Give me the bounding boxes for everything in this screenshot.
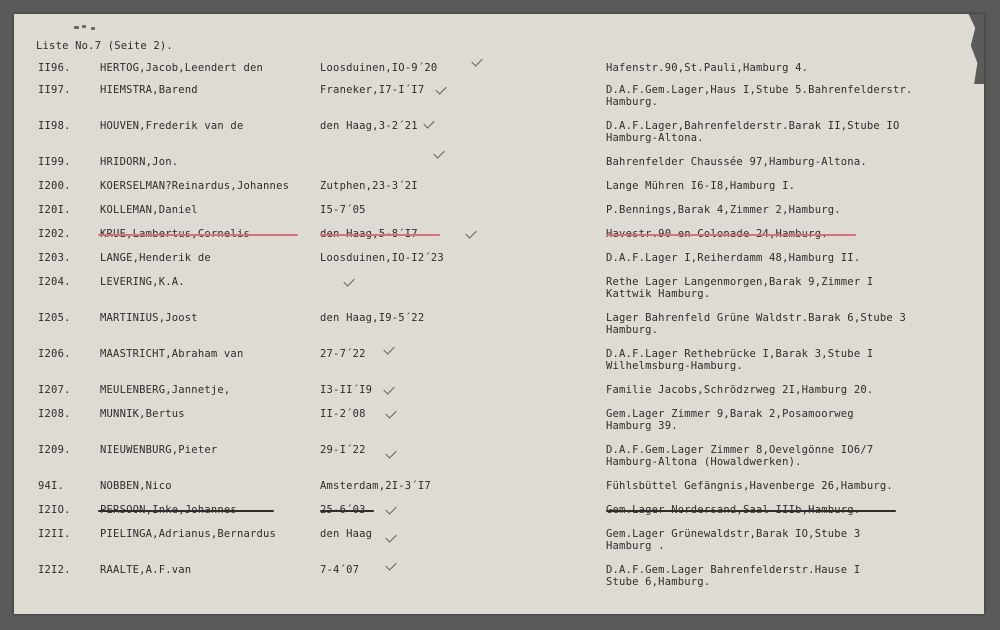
entry-number: I204. (38, 276, 71, 288)
entry-name: KOLLEMAN,Daniel (100, 204, 198, 216)
entry-name: MARTINIUS,Joost (100, 312, 198, 324)
check-mark (385, 531, 396, 542)
check-mark (471, 55, 482, 66)
entry-address: D.A.F.Lager Rethebrücke I,Barak 3,Stube I Wilhelmsburg-Hamburg. (606, 348, 874, 372)
entry-number: I203. (38, 252, 71, 264)
strikethrough-line (98, 234, 298, 236)
entry-name: LEVERING,K.A. (100, 276, 185, 288)
entry-address: Gem.Lager Zimmer 9,Barak 2,Posamoorweg Hamburg 39. (606, 408, 854, 432)
entry-name: NOBBEN,Nico (100, 480, 172, 492)
check-mark (435, 83, 446, 94)
list-header: Liste No.7 (Seite 2). (36, 40, 173, 52)
entry-address: Familie Jacobs,Schrödzrweg 2I,Hamburg 20. (606, 384, 874, 396)
entry-address: Rethe Lager Langenmorgen,Barak 9,Zimmer I Kattwik Hamburg. (606, 276, 874, 300)
check-mark (343, 275, 354, 286)
entry-number: I202. (38, 228, 71, 240)
check-mark (383, 343, 394, 354)
entry-number: I2IO. (38, 504, 71, 516)
strikethrough-line (320, 510, 374, 512)
strikethrough-line (98, 510, 274, 512)
entry-name: LANGE,Henderik de (100, 252, 211, 264)
strikethrough-line (606, 234, 856, 236)
entry-name: PIELINGA,Adrianus,Bernardus (100, 528, 277, 540)
entry-birth: Zutphen,23-3´2I (320, 180, 418, 192)
entry-number: I209. (38, 444, 71, 456)
entry-name: MAASTRICHT,Abraham van (100, 348, 244, 360)
entry-number: 94I. (38, 480, 65, 492)
entry-birth: Loosduinen,IO-9´20 (320, 62, 438, 74)
entry-address: Lange Mühren I6-I8,Hamburg I. (606, 180, 796, 192)
entry-number: I2II. (38, 528, 71, 540)
check-mark (383, 383, 394, 394)
entry-name: MEULENBERG,Jannetje, (100, 384, 231, 396)
entry-address: Hafenstr.90,St.Pauli,Hamburg 4. (606, 62, 809, 74)
entry-birth: Franeker,I7-I´I7 (320, 84, 425, 96)
check-mark (423, 117, 434, 128)
entry-number: I2I2. (38, 564, 71, 576)
check-mark (433, 147, 444, 158)
entry-number: I206. (38, 348, 71, 360)
check-mark (385, 559, 396, 570)
entry-birth: 29-I´22 (320, 444, 366, 456)
entry-address: Bahrenfelder Chaussée 97,Hamburg-Altona. (606, 156, 867, 168)
entry-birth: I5-7´05 (320, 204, 366, 216)
punch-hole (82, 25, 86, 28)
entry-address: Fühlsbüttel Gefängnis,Havenberge 26,Hamburg. (606, 480, 893, 492)
entry-address: D.A.F.Gem.Lager Bahrenfelderstr.Hause I Stube 6,Hamburg. (606, 564, 861, 588)
entry-number: I207. (38, 384, 71, 396)
entry-birth: den Haag,I9-5´22 (320, 312, 425, 324)
check-mark (385, 447, 396, 458)
entry-birth: Loosduinen,IO-I2´23 (320, 252, 444, 264)
entry-address: P.Bennings,Barak 4,Zimmer 2,Hamburg. (606, 204, 841, 216)
entry-address: D.A.F.Lager I,Reiherdamm 48,Hamburg II. (606, 252, 861, 264)
entry-address: D.A.F.Lager,Bahrenfelderstr.Barak II,Stube IO Hamburg-Altona. (606, 120, 900, 144)
entry-address: D.A.F.Gem.Lager Zimmer 8,Oevelgönne IO6/7 Hamburg-Altona (Howaldwerken). (606, 444, 874, 468)
entry-birth: 27-7´22 (320, 348, 366, 360)
strikethrough-line (606, 510, 896, 512)
entry-name: HRIDORN,Jon. (100, 156, 179, 168)
punch-hole (91, 27, 95, 30)
torn-corner (962, 14, 984, 84)
entry-name: HERTOG,Jacob,Leendert den (100, 62, 264, 74)
entry-address: Gem.Lager Grünewaldstr,Barak IO,Stube 3 Hamburg . (606, 528, 861, 552)
entry-address: D.A.F.Gem.Lager,Haus I,Stube 5.Bahrenfelderstr. Hamburg. (606, 84, 913, 108)
entry-name: KOERSELMAN?Reinardus,Johannes (100, 180, 290, 192)
entry-address: Lager Bahrenfeld Grüne Waldstr.Barak 6,Stube 3 Hamburg. (606, 312, 906, 336)
entry-birth: I3-II´I9 (320, 384, 373, 396)
entry-name: NIEUWENBURG,Pieter (100, 444, 218, 456)
check-mark (385, 407, 396, 418)
entry-number: I200. (38, 180, 71, 192)
entry-number: I205. (38, 312, 71, 324)
entry-name: MUNNIK,Bertus (100, 408, 185, 420)
entry-name: RAALTE,A.F.van (100, 564, 192, 576)
entry-birth: Amsterdam,2I-3´I7 (320, 480, 431, 492)
check-mark (385, 503, 396, 514)
entry-name: HOUVEN,Frederik van de (100, 120, 244, 132)
entry-birth: II-2´08 (320, 408, 366, 420)
strikethrough-line (320, 234, 440, 236)
entry-number: II97. (38, 84, 71, 96)
entry-number: II96. (38, 62, 71, 74)
entry-birth: 7-4´07 (320, 564, 360, 576)
check-mark (465, 227, 476, 238)
entry-number: II99. (38, 156, 71, 168)
entry-name: HIEMSTRA,Barend (100, 84, 198, 96)
entry-birth: den Haag,3-2´21 (320, 120, 418, 132)
entry-number: I20I. (38, 204, 71, 216)
document-page (14, 14, 984, 614)
entry-number: II98. (38, 120, 71, 132)
entry-number: I208. (38, 408, 71, 420)
entry-birth: den Haag (320, 528, 373, 540)
punch-hole (74, 26, 79, 29)
